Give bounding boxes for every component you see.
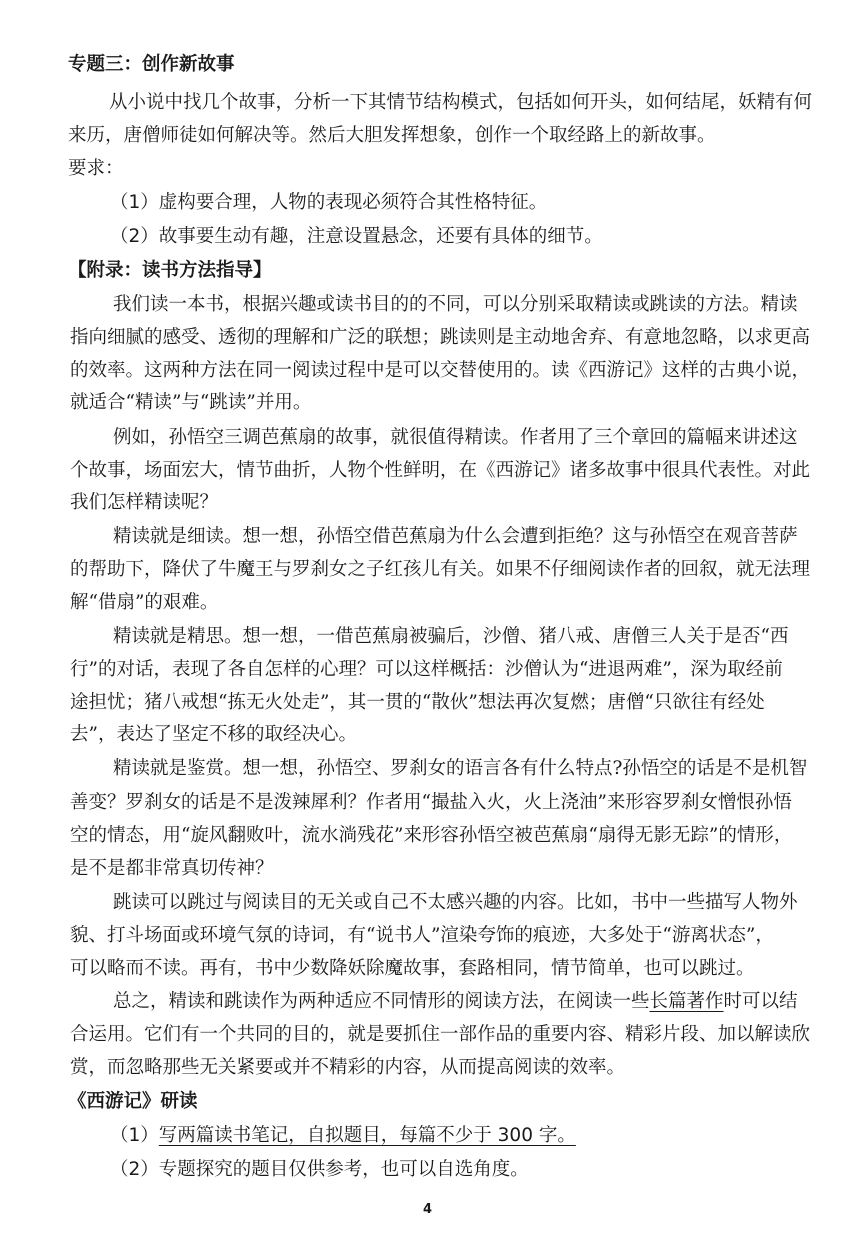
p3-line-2: 的帮助下，降伏了牛魔王与罗刹女之子红孩儿有关。如果不仔细阅读作者的回叙，就无法理 [70,559,811,580]
requirement-2: （2）故事要生动有趣，注意设置悬念，还要有具体的细节。 [110,226,603,247]
study-item-1 [110,1124,855,1148]
page-number: 4 [422,1202,433,1217]
p6-line-3: 可以略而不读。再有，书中少数降妖除魔故事，套路相同，情节简单，也可以跳过。 [70,958,755,979]
study-item-1-text: 写两篇读书笔记，自拟题目，每篇不少于 300 字。 [158,1125,576,1146]
p1-line-3: 的效率。这两种方法在同一阅读过程中是可以交替使用的。读《西游记》这样的古典小说， [70,360,811,381]
p2-line-2: 个故事，场面宏大，情节曲折，人物个性鲜明，在《西游记》诸多故事中很具代表性。对此 [70,460,811,481]
p3-line-1: 精读就是细读。想一想，孙悟空借芭蕉扇为什么会遭到拒绝？这与孙悟空在观音菩萨 [113,526,798,547]
p4-line-2: 行”的对话，表现了各自怎样的心理？可以这样概括：沙僧认为“进退两难”，深为取经前 [70,659,783,680]
p4-line-4: 去”，表达了坚定不移的取经决心。 [70,724,357,745]
intro-line-2: 来历，唐僧师徒如何解决等。然后大胆发挥想象，创作一个取经路上的新故事。 [68,125,716,146]
p3-line-3: 解“借扇”的艰难。 [70,592,219,613]
section-title: 专题三：创作新故事 [68,54,235,75]
study-title: 《西游记》研读 [68,1091,198,1112]
p7-line-3: 赏，而忽略那些无关紧要或并不精彩的内容，从而提高阅读的效率。 [70,1057,626,1078]
p1-line-4: 就适合“精读”与“跳读”并用。 [70,392,312,413]
p6-line-2: 貌、打斗场面或环境气氛的诗词，有“说书人”渲染夸饰的痕迹，大多处于“游离状态”， [70,925,774,946]
p2-line-1: 例如，孙悟空三调芭蕉扇的故事，就很值得精读。作者用了三个章回的篇幅来讲述这 [113,427,798,448]
requirements-label: 要求： [68,158,124,179]
p5-line-2: 善变？罗刹女的话是不是泼辣犀利？作者用“撮盐入火，火上浇油”来形容罗刹女憎恨孙悟 [70,792,792,813]
study-item-2: （2）专题探究的题目仅供参考，也可以自选角度。 [110,1159,529,1180]
p5-line-4: 是不是都非常真切传神？ [70,858,274,879]
p6-line-1: 跳读可以跳过与阅读目的无关或自己不太感兴趣的内容。比如，书中一些描写人物外 [113,892,798,913]
p7-line-2: 合运用。它们有一个共同的目的，就是要抓住一部作品的重要内容、精彩片段、加以解读欣 [70,1024,811,1045]
study-item-1-number: （1） [110,1125,159,1146]
p1-line-1: 我们读一本书，根据兴趣或读书目的的不同，可以分别采取精读或跳读的方法。精读 [113,294,798,315]
intro-line-1: 从小说中找几个故事，分析一下其情节结构模式，包括如何开头，如何结尾，妖精有何 [109,92,813,113]
p4-line-3: 途担忧；猪八戒想“拣无火处走”，其一贯的“散伙”想法再次复燃；唐僧“只欲往有经处 [70,692,765,713]
p7-text-a: 总之，精读和跳读作为两种适应不同情形的阅读方法，在阅读一些 [113,991,650,1012]
p2-line-3: 我们怎样精读呢？ [70,492,219,513]
p5-line-1: 精读就是鉴赏。想一想，孙悟空、罗刹女的语言各有什么特点?孙悟空的话是不是机智 [113,758,808,779]
appendix-title: 【附录：读书方法指导】 [68,260,272,281]
requirement-1: （1）虚构要合理，人物的表现必须符合其性格特征。 [110,192,548,213]
p4-line-1: 精读就是精思。想一想，一借芭蕉扇被骗后，沙僧、猪八戒、唐僧三人关于是否“西 [113,626,789,647]
p5-line-3: 空的情态，用“旋风翻败叶，流水淌残花”来形容孙悟空被芭蕉扇“扇得无影无踪”的情形， [70,825,793,846]
p7-text-b: 时可以结 [723,991,798,1012]
p1-line-2: 指向细腻的感受、透彻的理解和广泛的联想；跳读则是主动地舍弃、有意地忽略，以求更高 [70,327,811,348]
p7-line-1 [113,990,855,1014]
underlined-term: 长篇著作 [649,991,724,1012]
